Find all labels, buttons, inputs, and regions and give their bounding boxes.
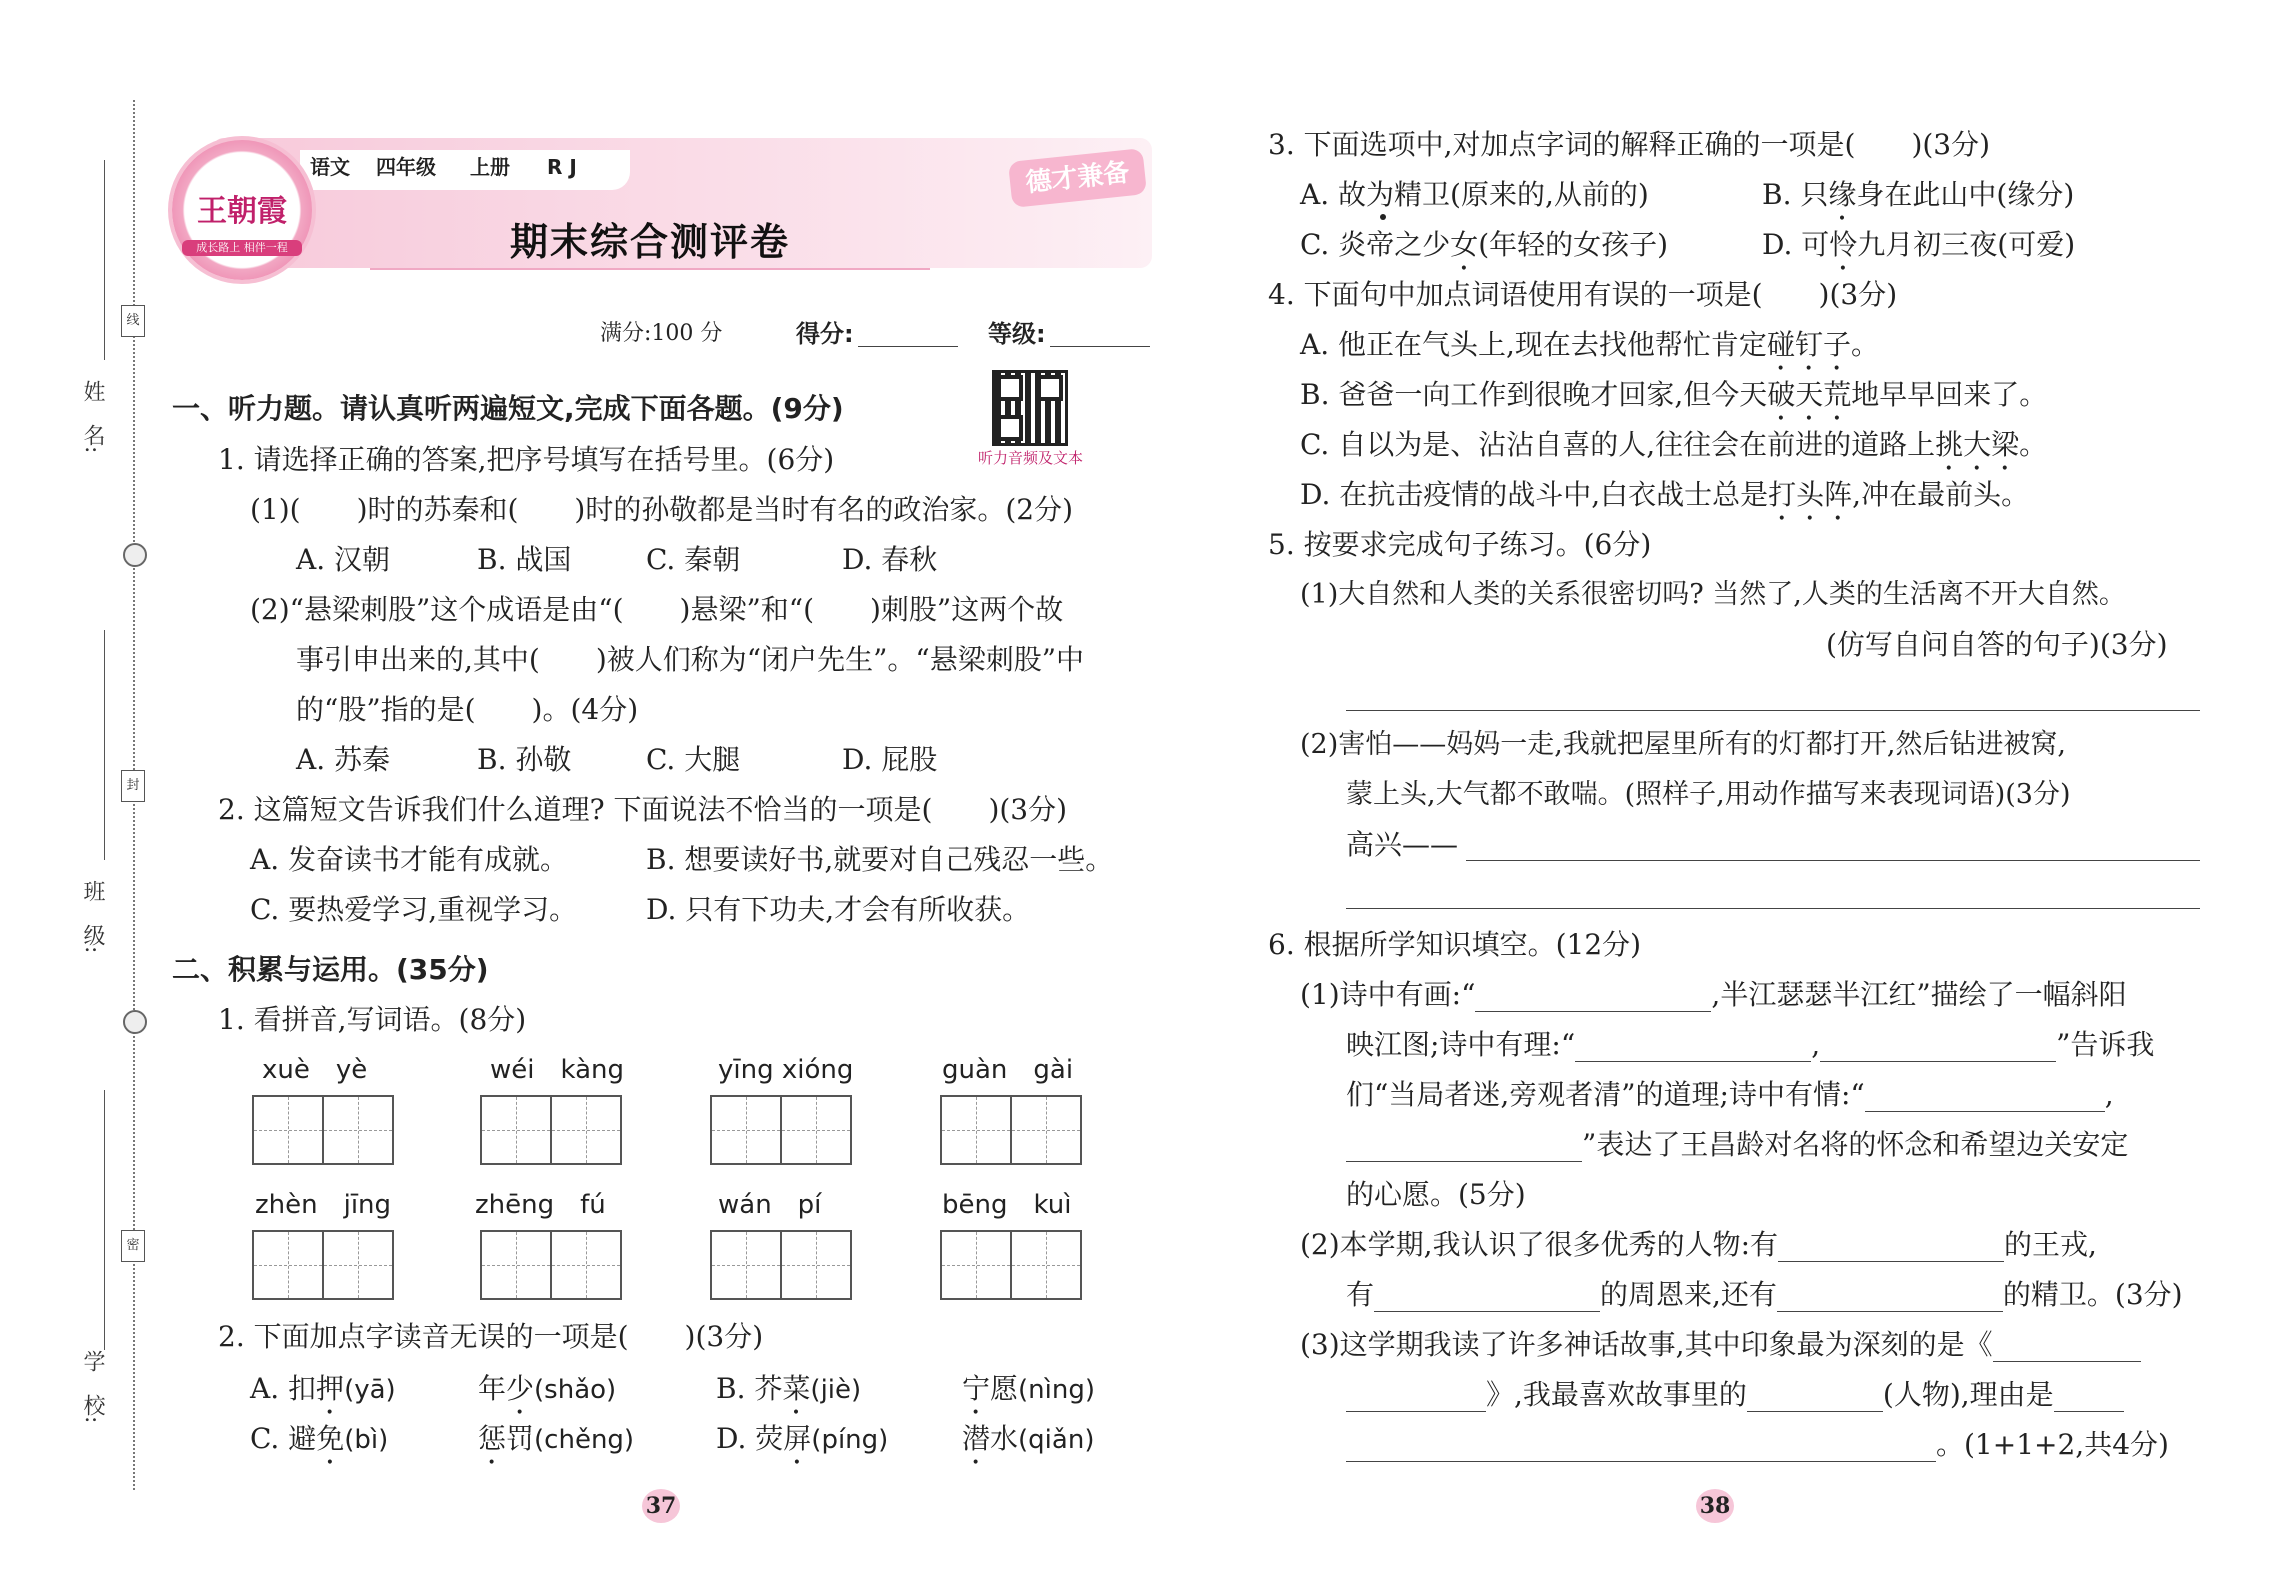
q1-1-opt-a[interactable]: A. 汉朝	[296, 543, 391, 576]
q6-a-post: 。	[1850, 328, 1879, 361]
pinyin-8: bēng kuì	[942, 1190, 1072, 1220]
binding-hole-top	[123, 543, 147, 567]
q1-2-opt-a[interactable]: A. 苏秦	[296, 743, 391, 776]
q4-a1-key: 押	[316, 1372, 345, 1405]
q3-stem: 1. 看拼音,写词语。(8分)	[218, 1003, 527, 1036]
q4-stem: 2. 下面加点字读音无误的一项是( )(3分)	[218, 1320, 764, 1353]
q4-c-label: C.	[250, 1422, 289, 1455]
q4-d1-py: (píng)	[811, 1425, 889, 1455]
q7-1-req: (仿写自问自答的句子)(3分)	[1826, 628, 2168, 661]
q1-2-line2: 事引申出来的,其中( )被人们称为“闭户先生”。“悬梁刺股”中	[296, 643, 1085, 676]
q8-3-line1	[1300, 1328, 2141, 1362]
full-score: 满分:100 分	[600, 321, 723, 346]
q8-3-c2: 。(1+1+2,共4分)	[1936, 1428, 2169, 1461]
q4-b1-char: 芥	[754, 1372, 783, 1405]
q4-d2-py: (qiǎn)	[1018, 1425, 1095, 1455]
pinyin-1: xuè yè	[262, 1055, 368, 1085]
pinyin-7: wán pí	[718, 1190, 822, 1220]
q4-b1-py: (jiè)	[810, 1375, 862, 1405]
q1-stem-text: 1. 请选择正确的答案,把序号填写在括号里。(6分)	[218, 443, 835, 476]
binding-hole-bottom	[123, 1010, 147, 1034]
q4-d-label: D.	[716, 1422, 756, 1455]
q1-2-opt-c[interactable]: C. 大腿	[646, 743, 741, 776]
q7-stem: 5. 按要求完成句子练习。(6分)	[1268, 528, 1652, 561]
q8-3-blank-2[interactable]	[1747, 1385, 1883, 1412]
q8-3-b2: 》,我最喜欢故事里的	[1486, 1378, 1747, 1411]
q8-1-line2	[1346, 1028, 2154, 1062]
char-grid-6[interactable]	[480, 1230, 622, 1300]
q8-3-blank-1a[interactable]	[1993, 1335, 2141, 1362]
q6-opt-b[interactable]	[1300, 378, 2047, 427]
q7-2-line3: 高兴——	[1346, 828, 1459, 861]
q4-row-1b	[478, 1372, 616, 1421]
q5-d-key: 怜	[1829, 228, 1858, 261]
q8-1-d2: ”表达了王昌龄对名将的怀念和希望边关安定	[1582, 1128, 2129, 1161]
q7-2-line2: 蒙上头,大气都不敢喘。(照样子,用动作描写来表现词语)(3分)	[1346, 779, 2071, 810]
school-line	[104, 1090, 105, 1350]
exam-title: 期末综合测评卷	[510, 220, 791, 264]
q4-b2-key: 宁	[962, 1372, 991, 1405]
q1-2-line3: 的“股”指的是( )。(4分)	[296, 693, 639, 726]
q4-c1-key: 免	[316, 1422, 345, 1455]
title-underline	[370, 268, 930, 270]
q5-c-post: (年轻的女孩子)	[1478, 228, 1669, 261]
q8-3-line3	[1346, 1428, 2169, 1462]
q5-d-pre: D. 可	[1762, 228, 1830, 261]
q1-1-opt-c[interactable]: C. 秦朝	[646, 543, 741, 576]
q5-c-pre: C. 炎帝之少	[1300, 228, 1451, 261]
q7-2-answer-line-2[interactable]	[1346, 908, 2200, 909]
q6-c-key: 挑大梁	[1935, 428, 2020, 461]
q4-row-2c	[716, 1422, 888, 1471]
q8-2-b1: 有	[1346, 1278, 1375, 1311]
slogan-text: 德才兼备	[1024, 157, 1131, 199]
q8-1-blank-1[interactable]	[1475, 985, 1711, 1012]
score-blank[interactable]	[858, 346, 958, 347]
pinyin-5: zhèn jīng	[255, 1190, 392, 1220]
class-line	[104, 630, 105, 860]
char-grid-5[interactable]	[252, 1230, 394, 1300]
q8-1-line3	[1346, 1078, 2114, 1112]
q4-c1-char: 避	[288, 1422, 317, 1455]
q7-1-text: (1)大自然和人类的关系很密切吗? 当然了,人类的生活离不开大自然。	[1300, 579, 2126, 610]
q8-1-blank-2[interactable]	[1575, 1035, 1811, 1062]
q4-a1-char: 扣	[288, 1372, 317, 1405]
q8-2-b3: 的精卫。(3分)	[2002, 1278, 2183, 1311]
school-label: 学 校:	[80, 1350, 105, 1424]
q8-1-b1: 映江图;诗中有理:“	[1346, 1028, 1576, 1061]
qr-code[interactable]	[992, 370, 1068, 446]
q5-opt-d[interactable]	[1762, 228, 2075, 277]
q4-a2-char: 年	[478, 1372, 507, 1405]
q6-b-post: 地早早回来了。	[1851, 378, 2048, 411]
char-grid-3[interactable]	[710, 1095, 852, 1165]
q4-row-1d	[962, 1372, 1095, 1421]
char-grid-4[interactable]	[940, 1095, 1082, 1165]
grade-label: 等级:	[988, 320, 1046, 348]
q6-a-key: 碰钉子	[1766, 328, 1851, 361]
pinyin-3: yīng xióng	[718, 1055, 854, 1085]
q8-2-line2	[1346, 1278, 2183, 1312]
q6-opt-d[interactable]	[1300, 478, 2029, 527]
section-2-title: 二、积累与运用。(35分)	[172, 953, 489, 986]
q5-d-post: 九月初三夜(可爱)	[1857, 228, 2076, 261]
q2-opt-b[interactable]: B. 想要读好书,就要对自己残忍一些。	[646, 843, 1114, 876]
q2-opt-d[interactable]: D. 只有下功夫,才会有所收获。	[646, 893, 1031, 926]
q6-c-post: 。	[2019, 428, 2048, 461]
q4-a-label: A.	[250, 1372, 289, 1405]
q6-a-pre: A. 他正在气头上,现在去找他帮忙肯定	[1300, 328, 1767, 361]
q8-1-line1	[1300, 978, 2127, 1012]
q4-b2-py: (nìng)	[1018, 1375, 1096, 1405]
q4-d1-char: 荧	[755, 1422, 784, 1455]
q4-d2-char: 水	[990, 1422, 1019, 1455]
q4-row-2	[250, 1422, 388, 1471]
q1-2-line1: (2)“悬梁刺股”这个成语是由“( )悬梁”和“( )刺股”这两个故	[250, 593, 1064, 626]
q6-b-key: 破天荒	[1767, 378, 1852, 411]
brand-logo	[172, 140, 312, 280]
q8-1-a2: ,半江瑟瑟半江红”描绘了一幅斜阳	[1711, 978, 2127, 1011]
q1-1-stem: (1)( )时的苏秦和( )时的孙敬都是当时有名的政治家。(2分)	[250, 493, 1074, 526]
q4-a1-py: (yā)	[344, 1375, 396, 1405]
q8-1-c2: ,	[2104, 1078, 2114, 1111]
score-label: 得分:	[796, 320, 854, 348]
pinyin-4: guàn gài	[942, 1055, 1074, 1085]
q8-2-a2: 的王戎,	[2004, 1228, 2097, 1261]
q4-b-label: B.	[716, 1372, 755, 1405]
char-grid-7[interactable]	[710, 1230, 852, 1300]
pinyin-2: wéi kàng	[490, 1055, 624, 1085]
char-grid-8[interactable]	[940, 1230, 1082, 1300]
name-line	[104, 160, 105, 360]
q6-d-post: ,冲在最前头。	[1852, 478, 2030, 511]
secret-mark: 密	[121, 1230, 145, 1262]
q8-stem: 6. 根据所学知识填空。(12分)	[1268, 928, 1642, 961]
q1-1-opt-b[interactable]: B. 战国	[477, 543, 572, 576]
char-grid-1[interactable]	[252, 1095, 394, 1165]
q5-stem-text: 3. 下面选项中,对加点字词的解释正确的一项是( )(3分)	[1268, 128, 1991, 161]
q5-stem	[1268, 128, 1990, 162]
q7-1-answer-line[interactable]	[1346, 710, 2200, 711]
q8-3-b3: (人物),理由是	[1882, 1378, 2054, 1411]
name-label: 姓 名:	[80, 380, 105, 454]
section-1-title: 一、听力题。请认真听两遍短文,完成下面各题。(9分)	[172, 392, 844, 425]
q6-b-pre: B. 爸爸一向工作到很晚才回家,但今天	[1300, 378, 1768, 411]
q8-1-line5: 的心愿。(5分)	[1346, 1178, 1526, 1211]
q5-c-key: 女	[1450, 228, 1479, 261]
qr-caption: 听力音频及文本	[978, 449, 1084, 467]
seal-mark: 封	[121, 770, 145, 802]
q4-c1-py: (bì)	[344, 1425, 389, 1455]
q6-d-key: 打头阵	[1768, 478, 1853, 511]
q1-stem	[218, 443, 834, 477]
q2-stem: 2. 这篇短文告诉我们什么道理? 下面说法不恰当的一项是( )(3分)	[218, 793, 1068, 826]
q4-b1-key: 菜	[782, 1372, 811, 1405]
qr-finder-bl	[997, 415, 1023, 441]
q8-3-a1: (3)这学期我读了许多神话故事,其中印象最为深刻的是《	[1300, 1328, 1993, 1361]
q4-c2-key: 惩	[478, 1422, 507, 1455]
q8-1-a1: (1)诗中有画:“	[1300, 978, 1476, 1011]
grade-blank[interactable]	[1050, 346, 1150, 347]
page-number-right: 38	[1690, 1485, 1740, 1527]
q4-row-1c	[716, 1372, 861, 1421]
brand-tagline: 成长路上 相伴一程	[182, 240, 302, 256]
q1-2-opt-d[interactable]: D. 屁股	[842, 743, 938, 776]
q5-opt-c[interactable]	[1300, 228, 1668, 277]
q7-2-line1: (2)害怕——妈妈一走,我就把屋里所有的灯都打开,然后钻进被窝,	[1300, 729, 2066, 760]
q8-3-blank-3a[interactable]	[2054, 1385, 2124, 1412]
q8-3-blank-3b[interactable]	[1346, 1435, 1936, 1462]
q8-1-b2: ,	[1811, 1028, 1821, 1061]
pinyin-6: zhēng fú	[475, 1190, 606, 1220]
q5-opt-a[interactable]	[1300, 178, 1649, 212]
q2-opt-c[interactable]: C. 要热爱学习,重视学习。	[250, 893, 578, 926]
q4-c2-char: 罚	[506, 1422, 535, 1455]
q6-opt-c[interactable]	[1300, 428, 2047, 477]
q8-1-c1: 们“当局者迷,旁观者清”的道理;诗中有情:“	[1346, 1078, 1865, 1111]
q2-opt-a[interactable]: A. 发奋读书才能有成就。	[250, 843, 569, 876]
q4-a2-key: 少	[506, 1372, 535, 1405]
q8-1-b3: ”告诉我	[2056, 1028, 2155, 1061]
q8-3-blank-1b[interactable]	[1346, 1385, 1486, 1412]
q6-opt-a[interactable]	[1300, 328, 1879, 377]
q8-2-line1	[1300, 1228, 2097, 1262]
meta-edition: R J	[547, 155, 577, 179]
q8-2-blank-2[interactable]	[1374, 1285, 1600, 1312]
q8-2-blank-3[interactable]	[1777, 1285, 2003, 1312]
q8-3-line2	[1346, 1378, 2124, 1412]
meta-term: 上册	[470, 155, 510, 179]
q5-b-pre: B. 只	[1762, 178, 1829, 211]
q5-b-key: 缘	[1828, 178, 1857, 211]
q4-row-2d	[962, 1422, 1094, 1471]
q1-2-opt-b[interactable]: B. 孙敬	[477, 743, 572, 776]
q4-b2-char: 愿	[990, 1372, 1019, 1405]
brand-name: 王朝霞	[197, 194, 287, 229]
q8-2-a1: (2)本学期,我认识了很多优秀的人物:有	[1300, 1228, 1778, 1261]
q8-2-b2: 的周恩来,还有	[1600, 1278, 1777, 1311]
q8-2-blank-1[interactable]	[1778, 1235, 2004, 1262]
q5-b-post: 身在此山中(缘分)	[1856, 178, 2075, 211]
page-number-left: 37	[636, 1485, 686, 1527]
q5-a-text: A. 故为精卫(原来的,从前的)	[1300, 178, 1649, 211]
q6-d-pre: D. 在抗击疫情的战斗中,白衣战士总是	[1300, 478, 1769, 511]
q4-c2-py: (chěng)	[534, 1425, 635, 1455]
class-label: 班 级:	[80, 880, 105, 954]
q4-d2-key: 潜	[962, 1422, 991, 1455]
q4-d1-key: 屏	[783, 1422, 812, 1455]
q1-1-opt-d[interactable]: D. 春秋	[842, 543, 938, 576]
qr-finder-tl	[997, 375, 1023, 401]
q5-opt-b[interactable]	[1762, 178, 2074, 227]
q4-row-1	[250, 1372, 396, 1421]
q6-c-pre: C. 自以为是、沾沾自喜的人,往往会在前进的道路上	[1300, 428, 1936, 461]
q8-1-line4	[1346, 1128, 2128, 1162]
q4-row-2b	[478, 1422, 634, 1471]
q6-stem: 4. 下面句中加点词语使用有误的一项是( )(3分)	[1268, 278, 1898, 311]
qr-finder-tr	[1037, 375, 1063, 401]
q7-2-answer-line-1[interactable]	[1466, 860, 2200, 861]
q8-1-blank-5[interactable]	[1346, 1135, 1582, 1162]
q4-a2-py: (shǎo)	[534, 1375, 617, 1405]
meta-subject: 语文	[310, 155, 350, 179]
q5-a-dot	[1380, 214, 1386, 220]
meta-grade: 四年级	[376, 155, 436, 179]
q8-1-blank-3[interactable]	[1820, 1035, 2056, 1062]
q8-1-blank-4[interactable]	[1865, 1085, 2105, 1112]
char-grid-2[interactable]	[480, 1095, 622, 1165]
line-mark: 线	[121, 305, 145, 337]
